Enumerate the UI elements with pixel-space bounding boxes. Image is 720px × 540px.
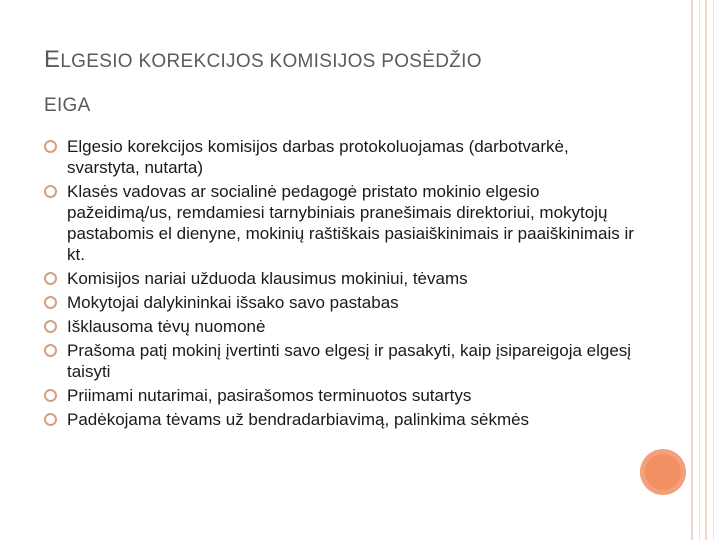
ring-bullet-icon xyxy=(44,389,57,402)
list-item-text: Mokytojai dalykininkai išsako savo pastabas xyxy=(67,293,399,312)
list-item xyxy=(44,136,644,178)
decorative-circle-inner xyxy=(645,454,681,490)
ring-bullet-icon xyxy=(44,272,57,285)
list-item xyxy=(44,385,644,406)
list-item-text: Padėkojama tėvams už bendradarbiavimą, palinkima sėkmės xyxy=(67,410,530,429)
decorative-border-line xyxy=(699,0,700,540)
list-item-text: Elgesio korekcijos komisijos darbas protokoluojamas (darbotvarkė, svarstyta, nutarta) xyxy=(67,137,569,177)
list-item xyxy=(44,340,644,382)
ring-bullet-icon xyxy=(44,320,57,333)
slide-title xyxy=(44,38,664,128)
list-item-text: Klasės vadovas ar socialinė pedagogė pristato mokinio elgesio pažeidimą/us, remdamiesi tarnybiniais pranešimais direktoriui, mokytojų pastabomis el dienyne, mokinių raštiškais pasiaiškinimais ir paaiškinimais ir kt. xyxy=(67,182,634,264)
list-item-text: Išklausoma tėvų nuomonė xyxy=(67,317,266,336)
decorative-border-line xyxy=(713,0,714,540)
list-item xyxy=(44,268,644,289)
ring-bullet-icon xyxy=(44,140,57,153)
title-initial: E xyxy=(44,46,61,73)
list-item xyxy=(44,181,644,265)
list-item xyxy=(44,292,644,313)
ring-bullet-icon xyxy=(44,185,57,198)
decorative-border-line xyxy=(705,0,707,540)
bullet-list xyxy=(44,136,644,433)
list-item-text: Prašoma patį mokinį įvertinti savo elgesį ir pasakyti, kaip įsipareigoja elgesį taisyti xyxy=(67,341,632,381)
decorative-border-line xyxy=(691,0,693,540)
ring-bullet-icon xyxy=(44,296,57,309)
ring-bullet-icon xyxy=(44,344,57,357)
list-item-text: Priimami nutarimai, pasirašomos terminuotos sutartys xyxy=(67,386,472,405)
list-item-text: Komisijos nariai užduoda klausimus mokiniui, tėvams xyxy=(67,269,468,288)
list-item xyxy=(44,316,644,337)
title-line-2: EIGA xyxy=(44,95,91,116)
title-line-1: LGESIO KOREKCIJOS KOMISIJOS POSĖDŽIO xyxy=(60,51,482,72)
ring-bullet-icon xyxy=(44,413,57,426)
list-item xyxy=(44,409,644,430)
